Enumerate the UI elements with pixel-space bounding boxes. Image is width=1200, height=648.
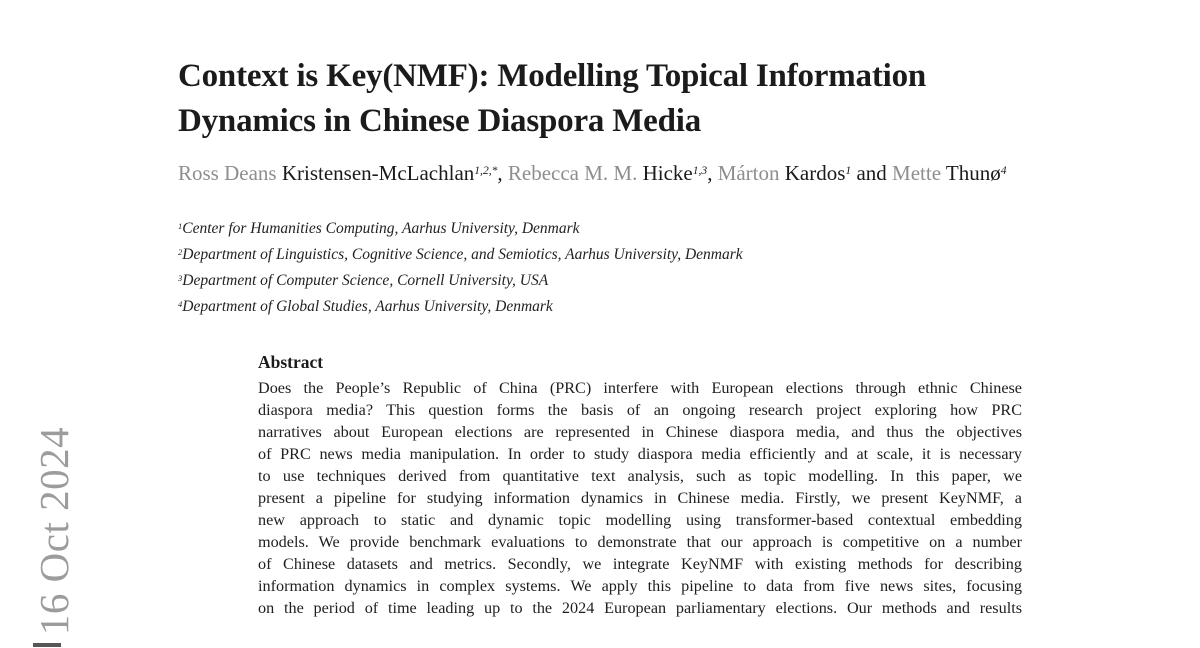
affiliation-line: [178, 216, 1024, 242]
author-surname: Thunø: [945, 161, 1001, 185]
author-affiliation-marker: 4: [1000, 165, 1007, 178]
abstract-line: narratives about European elections are represented in Chinese diaspora media, and thus the objectives: [258, 423, 1022, 441]
affiliation-marker: 4: [178, 298, 183, 309]
author-given-name: Ross Deans: [178, 161, 282, 185]
abstract-line: new approach to static and dynamic topic modelling using transformer-based contextual embedding: [258, 511, 1022, 529]
paper-content: [178, 54, 1024, 619]
paper-title-line-2: Dynamics in Chinese Diaspora Media: [178, 103, 702, 139]
author-affiliation-marker: 1,2,*: [474, 165, 498, 178]
author-separator: ,: [497, 161, 508, 185]
abstract-line: information dynamics in complex systems. We apply this pipeline to data from five news sites, focusing: [258, 577, 1022, 595]
abstract-line: present a pipeline for studying information dynamics in Chinese media. Firstly, we present KeyNMF, a: [258, 489, 1022, 507]
affiliation-list: [178, 216, 1024, 320]
abstract-line: diaspora media? This question forms the basis of an ongoing research project exploring how PRC: [258, 401, 1022, 419]
paper-title-line-1: Context is Key(NMF): Modelling Topical Information: [178, 58, 927, 94]
author-given-name: Mette: [892, 161, 946, 185]
abstract-heading: Abstract: [258, 352, 324, 372]
abstract-line: Does the People’s Republic of China (PRC) interfere with European elections through ethnic Chinese: [258, 379, 1022, 397]
abstract-line: to use techniques derived from quantitative text analysis, such as topic modelling. In this paper, we: [258, 467, 1022, 485]
affiliation-line: [178, 242, 1024, 268]
author-separator: ,: [707, 161, 718, 185]
author-surname: Kardos: [784, 161, 846, 185]
arxiv-date-text: 16 Oct 2024: [31, 426, 77, 636]
affiliation-line: [178, 268, 1024, 294]
affiliation-text: Department of Computer Science, Cornell University, USA: [182, 272, 549, 289]
author-surname: Kristensen-McLachlan: [281, 161, 475, 185]
abstract-line: of Chinese datasets and metrics. Secondly, we integrate KeyNMF with existing methods for describing: [258, 555, 1022, 573]
abstract-section: [258, 352, 1022, 619]
affiliation-line: [178, 294, 1024, 320]
author-surname: Hicke: [642, 161, 693, 185]
abstract-line: of PRC news media manipulation. In order to study diaspora media efficiently and at scale, it is necessary: [258, 445, 1022, 463]
author-given-name: Márton: [717, 161, 785, 185]
author-separator: and: [851, 161, 893, 185]
affiliation-marker: 1: [178, 220, 183, 231]
abstract-line: on the period of time leading up to the 2024 European parliamentary elections. Our methods and results: [258, 599, 1022, 617]
affiliation-marker: 3: [178, 272, 183, 283]
affiliation-text: Department of Global Studies, Aarhus University, Denmark: [182, 298, 553, 315]
arxiv-watermark-cutoff-mark: [33, 643, 61, 647]
author-given-name: Rebecca M. M.: [507, 161, 643, 185]
abstract-body: [258, 377, 1022, 619]
arxiv-date-watermark: [30, 427, 78, 635]
author-list: [178, 157, 1024, 189]
paper-title: [178, 54, 1024, 144]
abstract-line: models. We provide benchmark evaluations to demonstrate that our approach is competitive on a number: [258, 533, 1022, 551]
affiliation-text: Center for Humanities Computing, Aarhus University, Denmark: [182, 220, 580, 237]
author-affiliation-marker: 1,3: [692, 165, 708, 178]
affiliation-marker: 2: [178, 246, 183, 257]
affiliation-text: Department of Linguistics, Cognitive Science, and Semiotics, Aarhus University, Denmark: [182, 246, 743, 263]
author-affiliation-marker: 1: [845, 165, 852, 178]
